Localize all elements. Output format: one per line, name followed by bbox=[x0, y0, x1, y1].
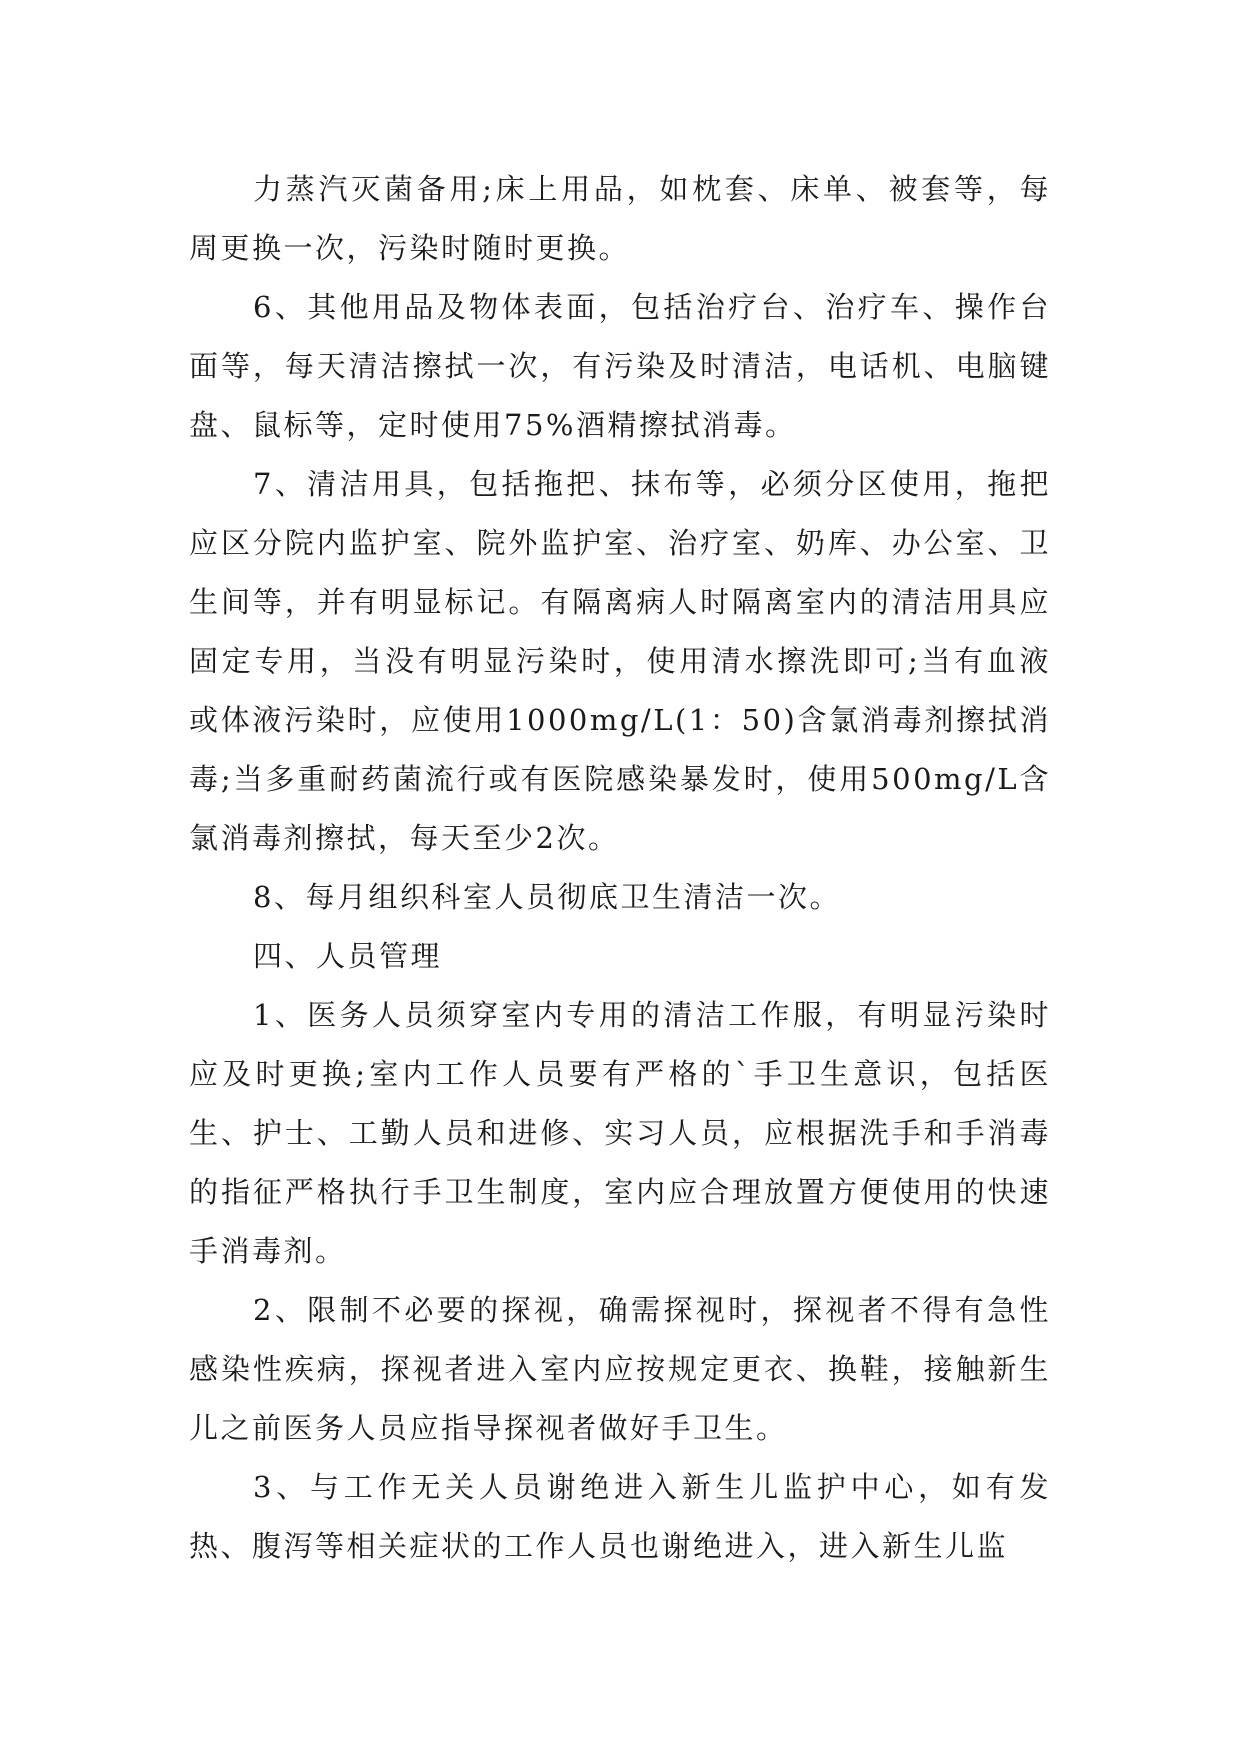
paragraph-personnel-1-hygiene: 1、医务人员须穿室内专用的清洁工作服，有明显污染时应及时更换;室内工作人员要有严格的`手卫生意识，包括医生、护士、工勤人员和进修、实习人员，应根据洗手和手消毒的指征严格执行手卫生制度，室内应合理放置方便使用的快速手消毒剂。 bbox=[189, 998, 1051, 1268]
paragraph-personnel-3-access: 3、与工作无关人员谢绝进入新生儿监护中心，如有发热、腹泻等相关症状的工作人员也谢绝进入，进入新生儿监 bbox=[189, 1470, 1051, 1563]
paragraph-item-7-cleaning-tools: 7、清洁用具，包括拖把、抹布等，必须分区使用，拖把应区分院内监护室、院外监护室、治疗室、奶库、办公室、卫生间等，并有明显标记。有隔离病人时隔离室内的清洁用具应固定专用，当没有明显污染时，使用清水擦洗即可;当有血液或体液污染时，应使用1000mg/L(1：50)含氯消毒剂擦拭消毒;当多重耐药菌流行或有医院感染暴发时，使用500mg/L含氯消毒剂擦拭，每天至少2次。 bbox=[189, 467, 1051, 855]
section-heading-personnel: 四、人员管理 bbox=[253, 939, 443, 973]
paragraph-continued-bedding: 力蒸汽灭菌备用;床上用品，如枕套、床单、被套等，每周更换一次，污染时随时更换。 bbox=[189, 172, 1051, 265]
paragraph-item-8-monthly-cleaning: 8、每月组织科室人员彻底卫生清洁一次。 bbox=[253, 880, 841, 914]
paragraph-item-6-surfaces: 6、其他用品及物体表面，包括治疗台、治疗车、操作台面等，每天清洁擦拭一次，有污染及时清洁，电话机、电脑键盘、鼠标等，定时使用75%酒精擦拭消毒。 bbox=[189, 290, 1051, 442]
paragraph-personnel-2-visits: 2、限制不必要的探视，确需探视时，探视者不得有急性感染性疾病，探视者进入室内应按规定更衣、换鞋，接触新生儿之前医务人员应指导探视者做好手卫生。 bbox=[189, 1293, 1051, 1445]
document-body bbox=[189, 160, 1051, 1576]
